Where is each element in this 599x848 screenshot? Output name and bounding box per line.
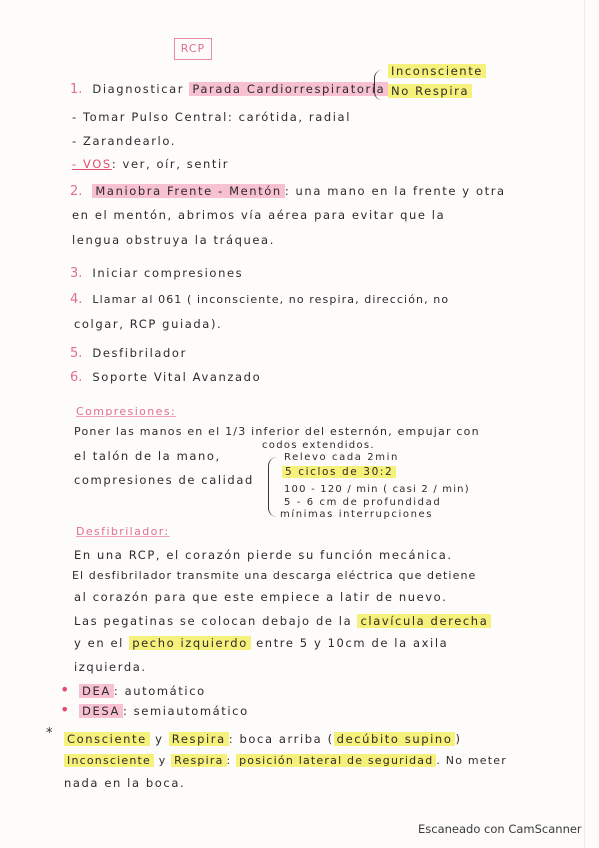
highlight-maniobra: Maniobra Frente - Mentón bbox=[92, 184, 284, 198]
compresiones-line-1: Poner las manos en el 1/3 inferior del esternón, empujar con bbox=[74, 425, 480, 438]
bullet-dot-icon: • bbox=[60, 700, 72, 719]
desfibrilador-line-1: En una RCP, el corazón pierde su función mecánica. bbox=[74, 548, 453, 562]
compresiones-line-2: el talón de la mano, bbox=[74, 449, 221, 463]
desfibrilador-line-3: al corazón para que este empiece a latir de nuevo. bbox=[74, 590, 448, 604]
step-1: 1. Diagnosticar Parada Cardiorrespiratoria bbox=[70, 82, 388, 97]
bullet-pulso: - Tomar Pulso Central: carótida, radial bbox=[72, 110, 352, 124]
step-2-line-2: en el mentón, abrimos vía aérea para evitar que la bbox=[72, 208, 446, 222]
calidad-ciclos: 5 ciclos de 30:2 bbox=[282, 466, 396, 478]
note-line-1: Consciente y Respira : boca arriba ( decúbito supino ) bbox=[64, 732, 462, 746]
desa-item: • DESA : semiautomático bbox=[60, 700, 249, 719]
bullet-vos: - VOS: ver, oír, sentir bbox=[72, 157, 230, 171]
calidad-relevo: Relevo cada 2min bbox=[284, 452, 399, 463]
desfibrilador-line-2: El desfibrilador transmite una descarga eléctrica que detiene bbox=[72, 569, 477, 582]
compresiones-line-3: compresiones de calidad bbox=[74, 473, 254, 487]
asterisk-icon: * bbox=[46, 726, 53, 741]
step-1-option-a: Inconsciente bbox=[388, 64, 486, 78]
step-2: 2. Maniobra Frente - Mentón : una mano en la frente y otra bbox=[70, 184, 506, 199]
compresiones-line-2b: codos extendidos. bbox=[262, 440, 375, 451]
step-5: 5. Desfibrilador bbox=[70, 346, 187, 361]
page-title: RCP bbox=[174, 38, 212, 60]
step-2-line-3: lengua obstruya la tráquea. bbox=[72, 233, 275, 247]
compresiones-heading: Compresiones: bbox=[76, 405, 177, 418]
step-1-option-b: No Respira bbox=[388, 84, 472, 98]
page-edge bbox=[584, 0, 585, 848]
desfibrilador-heading: Desfibrilador: bbox=[76, 525, 170, 538]
note-line-3: nada en la boca. bbox=[64, 776, 186, 790]
dea-item: • DEA : automático bbox=[60, 680, 206, 699]
scanner-watermark: Escaneado con CamScanner bbox=[418, 822, 582, 836]
bullet-dot-icon: • bbox=[60, 680, 72, 699]
desfibrilador-line-4: Las pegatinas se colocan debajo de la clavícula derecha bbox=[74, 614, 491, 628]
highlight-clavicula: clavícula derecha bbox=[357, 614, 491, 628]
highlight-parada: Parada Cardiorrespiratoria bbox=[189, 82, 388, 96]
note-line-2: Inconsciente y Respira : posición lateral de seguridad . No meter bbox=[64, 754, 507, 767]
brace-icon bbox=[268, 457, 279, 517]
bullet-zarandear: - Zarandearlo. bbox=[72, 134, 177, 148]
desfibrilador-line-5: y en el pecho izquierdo entre 5 y 10cm de la axila bbox=[74, 636, 449, 650]
step-4-line-2: colgar, RCP guiada). bbox=[74, 317, 223, 331]
brace-icon bbox=[374, 70, 385, 100]
calidad-interrupciones: mínimas interrupciones bbox=[280, 509, 434, 520]
step-4: 4. Llamar al 061 ( inconsciente, no respira, dirección, no bbox=[70, 292, 450, 307]
calidad-profundidad: 5 - 6 cm de profundidad bbox=[284, 497, 442, 508]
desfibrilador-line-6: izquierda. bbox=[74, 660, 147, 674]
calidad-ritmo: 100 - 120 / min ( casi 2 / min) bbox=[284, 484, 470, 495]
step-3: 3. Iniciar compresiones bbox=[70, 266, 244, 281]
step-6: 6. Soporte Vital Avanzado bbox=[70, 370, 262, 385]
highlight-pecho: pecho izquierdo bbox=[129, 636, 251, 650]
